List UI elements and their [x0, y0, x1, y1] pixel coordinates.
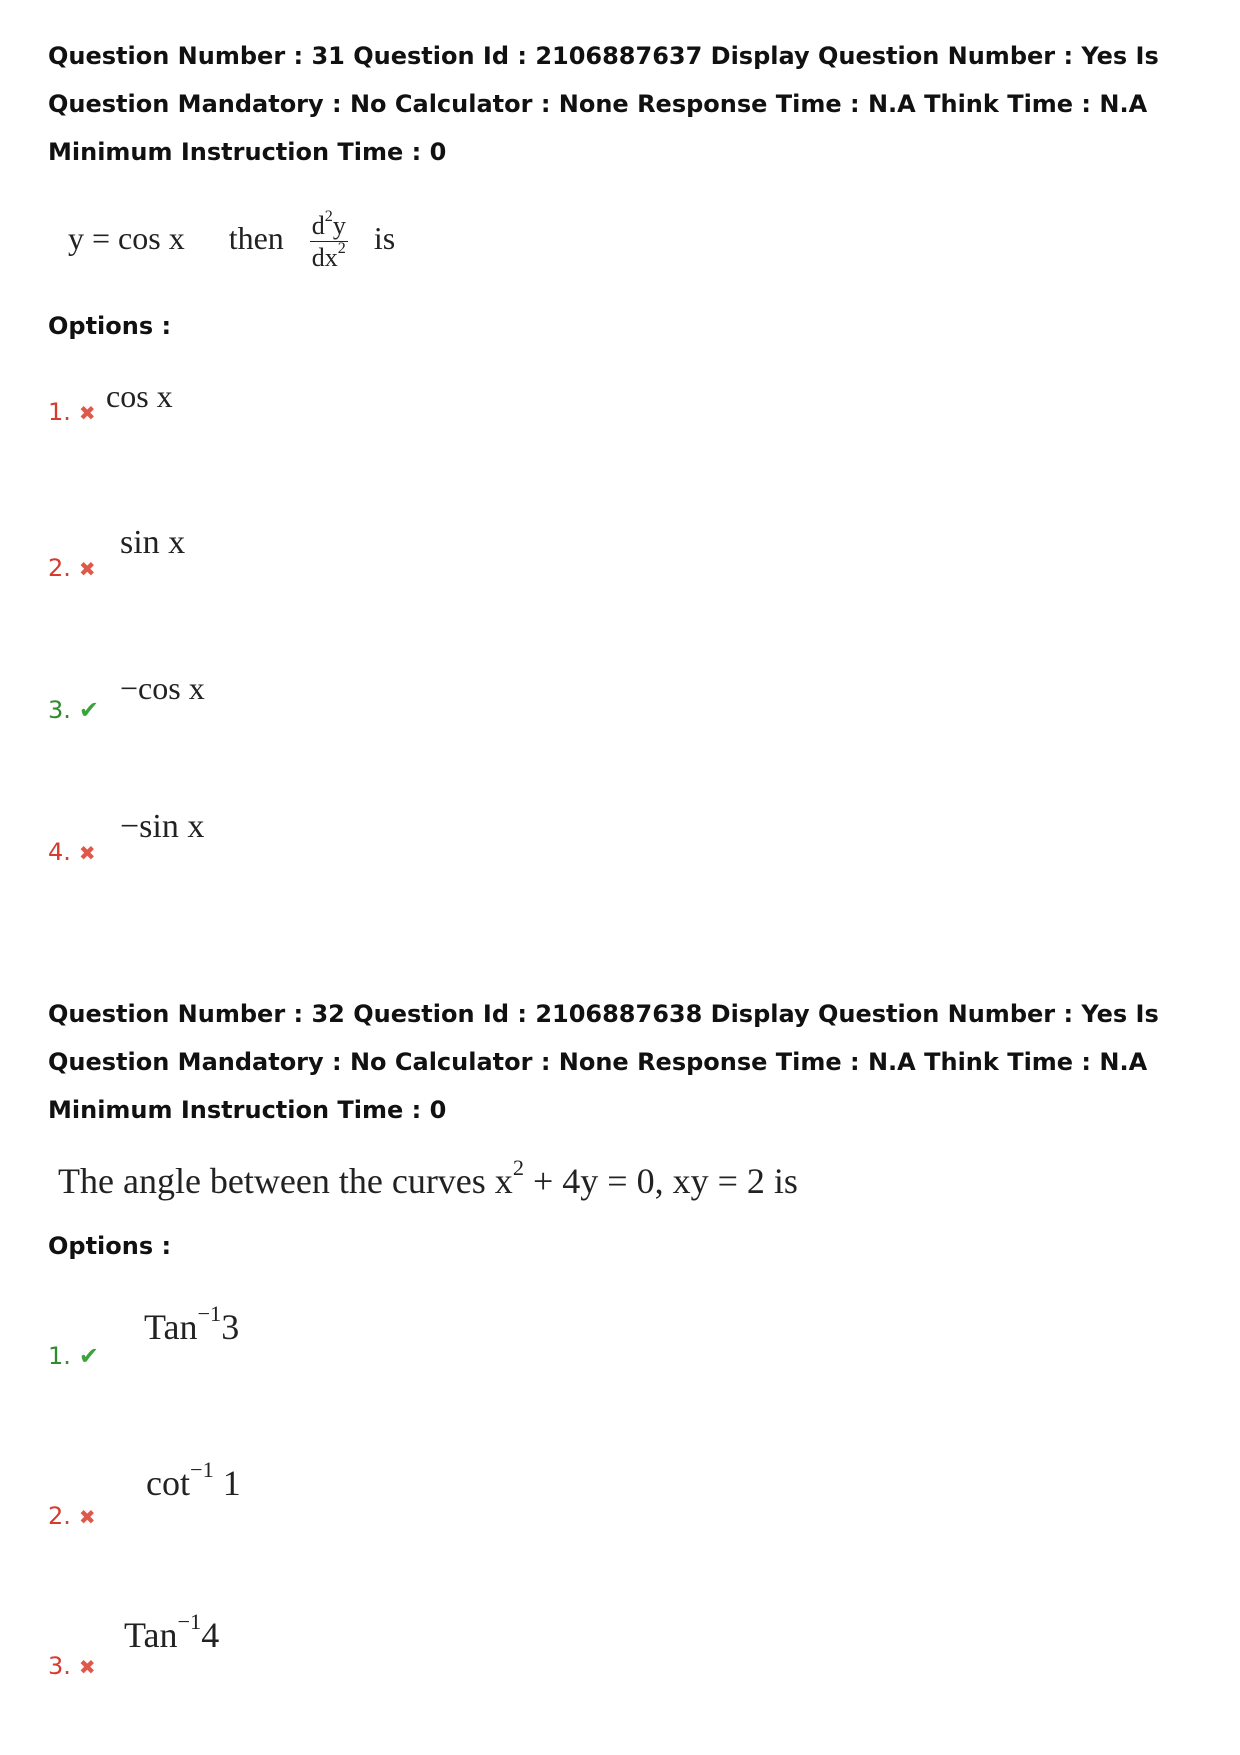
option-2 [48, 1502, 96, 1530]
cross-icon: ✖ [78, 557, 96, 581]
options-heading: Options : [48, 1232, 172, 1260]
question-32-stem [58, 1155, 798, 1202]
argument: 3 [221, 1307, 240, 1347]
option-number: 3. [48, 1652, 71, 1680]
question-31-stem [68, 208, 396, 273]
inverse-exponent: −1 [189, 1457, 214, 1483]
frac-num-base: d [311, 211, 325, 240]
frac-num-var: y [332, 211, 346, 240]
option-number: 1. [48, 1342, 71, 1370]
option-1 [48, 398, 96, 426]
option-2 [48, 554, 96, 582]
second-derivative-fraction [310, 208, 348, 273]
stem-exponent: 2 [512, 1155, 524, 1181]
stem-then: then [228, 220, 284, 257]
option-number: 3. [48, 696, 71, 724]
cross-icon: ✖ [78, 401, 96, 425]
question-31-meta [48, 32, 1208, 176]
option-1-text [144, 1301, 240, 1348]
option-3 [48, 1652, 96, 1680]
function-name: Tan [124, 1615, 178, 1655]
argument: 1 [213, 1463, 241, 1503]
stem-tail: is [373, 220, 396, 257]
frac-num-exp: 2 [324, 208, 333, 226]
stem-expression: y = cos x [68, 220, 185, 257]
inverse-exponent: −1 [197, 1301, 222, 1327]
stem-text: The angle between the curves x [58, 1161, 513, 1201]
option-number: 4. [48, 838, 71, 866]
option-1 [48, 1342, 99, 1370]
cross-icon: ✖ [78, 1505, 96, 1529]
option-number: 2. [48, 554, 71, 582]
option-4 [48, 838, 96, 866]
frac-den-base: dx [311, 243, 338, 273]
options-heading: Options : [48, 312, 172, 340]
question-meta-text: Question Number : 31 Question Id : 2106887637 Display Question Number : Yes Is Question Mandatory : No Calculator : None Response Time : N.A Think Time : N.A Minimum Instruction Time : 0 [48, 42, 1159, 166]
option-number: 1. [48, 398, 71, 426]
option-3-text: −cos x [120, 670, 205, 706]
function-name: Tan [144, 1307, 198, 1347]
option-2-text [146, 1457, 241, 1504]
option-3 [48, 696, 99, 724]
option-4-text: −sin x [120, 808, 205, 845]
option-3-text [124, 1609, 220, 1656]
question-meta-text: Question Number : 32 Question Id : 2106887638 Display Question Number : Yes Is Question Mandatory : No Calculator : None Response Time : N.A Think Time : N.A Minimum Instruction Time : 0 [48, 1000, 1159, 1124]
cross-icon: ✖ [78, 841, 96, 865]
check-icon: ✔ [78, 1342, 100, 1370]
function-name: cot [146, 1463, 190, 1503]
argument: 4 [201, 1615, 220, 1655]
stem-text-rest: + 4y = 0, xy = 2 is [523, 1161, 798, 1201]
option-number: 2. [48, 1502, 71, 1530]
cross-icon: ✖ [78, 1655, 96, 1679]
inverse-exponent: −1 [177, 1609, 202, 1635]
option-1-text: cos x [106, 378, 173, 414]
question-32-meta [48, 990, 1208, 1134]
frac-den-exp: 2 [337, 240, 346, 258]
option-2-text: sin x [120, 524, 186, 561]
check-icon: ✔ [78, 696, 100, 724]
